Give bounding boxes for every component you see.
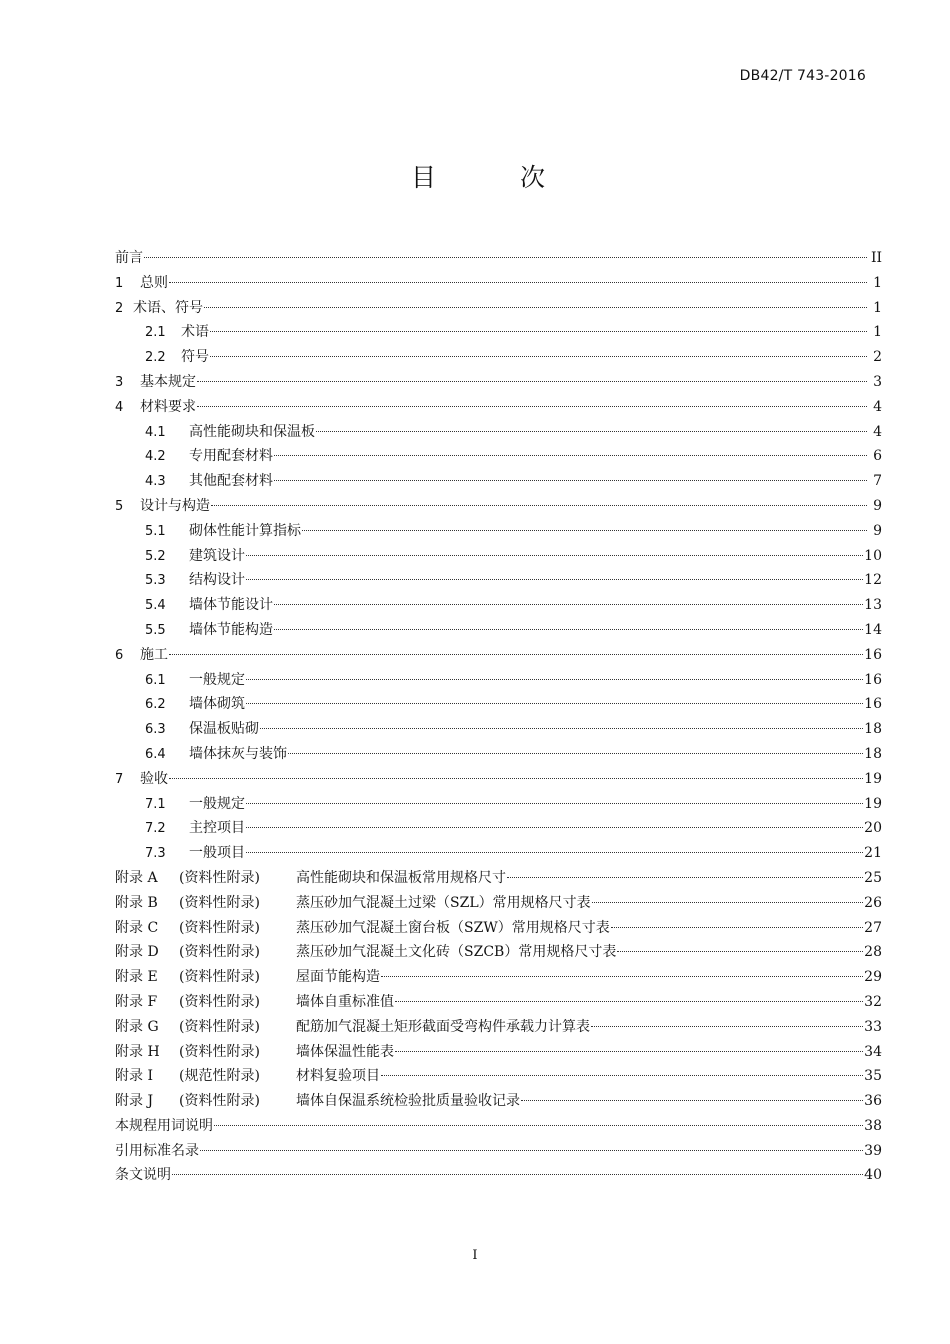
toc-entry-title: 引用标准名录 (115, 1142, 199, 1159)
toc-entry-title: 总则 (140, 274, 168, 291)
toc-entry-title: 配筋加气混凝土矩形截面受弯构件承载力计算表 (296, 1018, 590, 1035)
toc-entry-chapter[interactable] (115, 643, 882, 668)
dot-leader (169, 778, 863, 779)
appendix-kind: (资料性附录) (179, 1043, 260, 1060)
toc-page-number: 10 (864, 547, 882, 564)
appendix-tag: 附录 F (115, 993, 158, 1010)
dot-leader (169, 282, 867, 283)
toc-entry-section[interactable] (115, 420, 882, 445)
toc-page-number: 13 (864, 597, 882, 614)
toc-entry-section[interactable] (115, 841, 882, 866)
toc-page-number: 1 (873, 274, 882, 291)
toc-entry-title: 墙体节能设计 (189, 597, 273, 614)
dot-leader (246, 703, 863, 704)
toc-entry-appendix[interactable] (115, 916, 882, 941)
appendix-kind: (资料性附录) (179, 1018, 260, 1035)
toc-entry-section[interactable] (115, 519, 882, 544)
toc-page-number: 6 (873, 448, 882, 465)
toc-page-number: 25 (864, 869, 882, 886)
appendix-tag: 附录 I (115, 1068, 153, 1085)
dot-leader (246, 827, 863, 828)
toc-entry-number: 5.1 (145, 523, 166, 539)
footer-page-number: I (472, 1248, 478, 1263)
toc-page-number: 14 (864, 621, 882, 638)
toc-page-number: 9 (873, 522, 882, 539)
dot-leader (246, 679, 863, 680)
toc-entry-number: 5.4 (145, 598, 166, 614)
toc-entry-number: 6.4 (145, 746, 166, 762)
toc-entry-title: 屋面节能构造 (296, 969, 380, 986)
toc-entry-appendix[interactable] (115, 1064, 882, 1089)
toc-entry-title: 其他配套材料 (189, 473, 273, 490)
appendix-tag: 附录 H (115, 1043, 160, 1060)
dot-leader (591, 1026, 863, 1027)
toc-entry-explanation[interactable] (115, 1163, 882, 1188)
toc-page-number: 33 (864, 1018, 882, 1035)
toc-page-number: 35 (864, 1068, 882, 1085)
toc-entry-number: 5 (115, 498, 124, 514)
page-title: 目 次 (411, 163, 583, 192)
dot-leader (395, 1001, 863, 1002)
toc-page-number: 16 (864, 646, 882, 663)
toc-entry-appendix[interactable] (115, 891, 882, 916)
toc-page-number: 7 (873, 473, 882, 490)
toc-entry-section[interactable] (115, 792, 882, 817)
toc-entry-section[interactable] (115, 469, 882, 494)
toc-entry-title: 验收 (140, 770, 168, 787)
dot-leader (246, 579, 863, 580)
toc-entry-title: 前言 (115, 250, 143, 266)
dot-leader (316, 431, 867, 432)
toc-entry-section[interactable] (115, 668, 882, 693)
toc-entry-preface[interactable] (115, 246, 882, 271)
dot-leader (211, 505, 867, 506)
dot-leader (381, 1075, 863, 1076)
toc-entry-title: 一般项目 (189, 845, 245, 862)
appendix-kind: (规范性附录) (179, 1068, 260, 1085)
toc-page-number: 18 (864, 745, 882, 762)
toc-page-number: 36 (864, 1093, 882, 1110)
dot-leader (169, 654, 863, 655)
toc-entry-section[interactable] (115, 544, 882, 569)
toc-entry-number: 4.3 (145, 474, 166, 490)
toc-entry-title: 一般规定 (189, 671, 245, 688)
toc-entry-section[interactable] (115, 717, 882, 742)
toc-entry-number: 5.3 (145, 573, 166, 589)
dot-leader (521, 1100, 863, 1101)
toc-entry-title: 本规程用词说明 (115, 1117, 213, 1134)
toc-page-number: 12 (864, 572, 882, 589)
toc-entry-appendix[interactable] (115, 940, 882, 965)
standard-code: DB42/T 743-2016 (739, 68, 866, 84)
toc-page-number: II (870, 250, 882, 266)
dot-leader (260, 728, 863, 729)
toc-entry-title: 墙体自重标准值 (296, 993, 394, 1010)
toc-entry-title: 设计与构造 (140, 497, 210, 514)
toc-page-number: 28 (864, 944, 882, 961)
toc-entry-number: 2.2 (145, 350, 166, 366)
toc-page-number: 19 (864, 770, 882, 787)
toc-entry-appendix[interactable] (115, 1040, 882, 1065)
toc-entry-number: 7 (115, 771, 124, 787)
toc-entry-number: 1 (115, 275, 124, 291)
toc-entry-number: 7.2 (145, 821, 166, 837)
dot-leader (172, 1174, 863, 1175)
toc-entry-title: 蒸压砂加气混凝土过梁（SZL）常用规格尺寸表 (296, 894, 591, 911)
dot-leader (617, 951, 863, 952)
toc-entry-title: 条文说明 (115, 1167, 171, 1184)
toc-entry-section[interactable] (115, 742, 882, 767)
toc-entry-title: 材料要求 (140, 398, 196, 415)
toc-entry-number: 3 (115, 374, 124, 390)
toc-entry-title: 建筑设计 (189, 547, 245, 564)
toc-entry-appendix[interactable] (115, 1015, 882, 1040)
appendix-tag: 附录 E (115, 969, 158, 986)
toc-entry-number: 6.3 (145, 722, 166, 738)
toc-entry-title: 墙体保温性能表 (296, 1043, 394, 1060)
dot-leader (274, 455, 867, 456)
dot-leader (214, 1125, 863, 1126)
toc-entry-section[interactable] (115, 816, 882, 841)
toc-entry-title: 专用配套材料 (189, 448, 273, 465)
dot-leader (288, 753, 863, 754)
appendix-tag: 附录 B (115, 894, 158, 911)
toc-entry-title: 高性能砌块和保温板常用规格尺寸 (296, 869, 506, 886)
toc-page-number: 1 (873, 324, 882, 341)
toc-entry-appendix[interactable] (115, 990, 882, 1015)
toc-entry-title: 材料复验项目 (296, 1068, 380, 1085)
dot-leader (246, 803, 863, 804)
toc-entry-chapter[interactable] (115, 395, 882, 420)
toc-entry-title: 墙体自保温系统检验批质量验收记录 (296, 1093, 520, 1110)
toc-entry-section[interactable] (115, 692, 882, 717)
toc-entry-number: 7.1 (145, 796, 166, 812)
appendix-tag: 附录 D (115, 944, 159, 961)
toc-entry-section[interactable] (115, 568, 882, 593)
appendix-kind: (资料性附录) (179, 894, 260, 911)
toc-page-number: 19 (864, 795, 882, 812)
appendix-tag: 附录 C (115, 919, 159, 936)
toc-page-number: 9 (873, 497, 882, 514)
toc-page-number: 26 (864, 894, 882, 911)
dot-leader (381, 976, 863, 977)
toc-entry-section[interactable] (115, 444, 882, 469)
toc-entry-number: 6.2 (145, 697, 166, 713)
appendix-tag: 附录 A (115, 869, 158, 886)
toc-page-number: 16 (864, 671, 882, 688)
dot-leader (395, 1051, 863, 1052)
toc-entry-title: 术语、符号 (133, 299, 203, 316)
toc-entry-chapter[interactable] (115, 370, 882, 395)
toc-entry-number: 6.1 (145, 672, 166, 688)
dot-leader (204, 307, 867, 308)
toc-page-number: 4 (873, 398, 882, 415)
dot-leader (611, 927, 863, 928)
toc-entry-title: 墙体砌筑 (189, 696, 245, 713)
dot-leader (210, 356, 867, 357)
dot-leader (274, 604, 863, 605)
toc-page-number: 27 (864, 919, 882, 936)
toc-page-number: 38 (864, 1117, 882, 1134)
toc-entry-number: 4.2 (145, 449, 166, 465)
dot-leader (592, 902, 864, 903)
appendix-kind: (资料性附录) (179, 969, 260, 986)
toc-entry-appendix[interactable] (115, 866, 882, 891)
toc-entry-title: 蒸压砂加气混凝土窗台板（SZW）常用规格尺寸表 (296, 919, 610, 936)
toc-entry-chapter[interactable] (115, 494, 882, 519)
dot-leader (274, 480, 867, 481)
toc-entry-title: 符号 (181, 349, 209, 366)
dot-leader (197, 406, 867, 407)
toc-entry-title: 保温板贴砌 (189, 721, 259, 738)
toc-page-number: 2 (873, 349, 882, 366)
toc-entry-title: 墙体节能构造 (189, 621, 273, 638)
dot-leader (274, 629, 863, 630)
appendix-kind: (资料性附录) (179, 993, 260, 1010)
dot-leader (246, 555, 863, 556)
toc-entry-chapter[interactable] (115, 296, 882, 321)
toc-entry-appendix[interactable] (115, 965, 882, 990)
toc-page-number: 20 (864, 820, 882, 837)
toc-page-number: 29 (864, 969, 882, 986)
toc-page-number: 18 (864, 721, 882, 738)
toc-entry-title: 高性能砌块和保温板 (189, 423, 315, 440)
dot-leader (507, 877, 863, 878)
toc-page-number: 32 (864, 993, 882, 1010)
toc-page-number: 34 (864, 1043, 882, 1060)
toc-page-number: 40 (864, 1167, 882, 1184)
dot-leader (302, 530, 867, 531)
toc-entry-section[interactable] (115, 345, 882, 370)
toc-entry-title: 墙体抹灰与装饰 (189, 745, 287, 762)
toc-entry-number: 5.5 (145, 622, 166, 638)
dot-leader (197, 381, 867, 382)
appendix-tag: 附录 G (115, 1018, 159, 1035)
toc-entry-title: 施工 (140, 646, 168, 663)
toc-entry-number: 6 (115, 647, 124, 663)
toc-entry-section[interactable] (115, 618, 882, 643)
toc-entry-number: 4 (115, 399, 124, 415)
toc-entry-references[interactable] (115, 1139, 882, 1164)
dot-leader (144, 257, 867, 258)
toc-entry-title: 基本规定 (140, 373, 196, 390)
appendix-tag: 附录 J (115, 1093, 154, 1110)
appendix-kind: (资料性附录) (179, 919, 260, 936)
toc-entry-section[interactable] (115, 320, 882, 345)
toc-entry-terminology[interactable] (115, 1114, 882, 1139)
toc-entry-section[interactable] (115, 593, 882, 618)
toc-entry-title: 主控项目 (189, 820, 245, 837)
toc-entry-number: 2 (115, 300, 124, 316)
toc-page-number: 21 (864, 845, 882, 862)
toc-entry-title: 蒸压砂加气混凝土文化砖（SZCB）常用规格尺寸表 (296, 944, 617, 961)
toc-page-number: 16 (864, 696, 882, 713)
toc-entry-title: 砌体性能计算指标 (189, 522, 301, 539)
dot-leader (200, 1150, 863, 1151)
toc-page-number: 39 (864, 1142, 882, 1159)
appendix-kind: (资料性附录) (179, 869, 260, 886)
toc-entry-title: 一般规定 (189, 795, 245, 812)
toc-entry-number: 4.1 (145, 424, 166, 440)
dot-leader (246, 852, 863, 853)
toc-entry-chapter[interactable] (115, 767, 882, 792)
table-of-contents (115, 246, 882, 1188)
toc-entry-appendix[interactable] (115, 1089, 882, 1114)
appendix-kind: (资料性附录) (179, 1093, 260, 1110)
toc-entry-title: 结构设计 (189, 572, 245, 589)
dot-leader (210, 331, 867, 332)
appendix-kind: (资料性附录) (179, 944, 260, 961)
toc-entry-number: 7.3 (145, 846, 166, 862)
toc-entry-number: 2.1 (145, 325, 166, 341)
toc-entry-number: 5.2 (145, 548, 166, 564)
toc-entry-chapter[interactable] (115, 271, 882, 296)
toc-page-number: 3 (873, 373, 882, 390)
toc-page-number: 1 (873, 299, 882, 316)
toc-page-number: 4 (873, 423, 882, 440)
toc-entry-title: 术语 (181, 324, 209, 341)
